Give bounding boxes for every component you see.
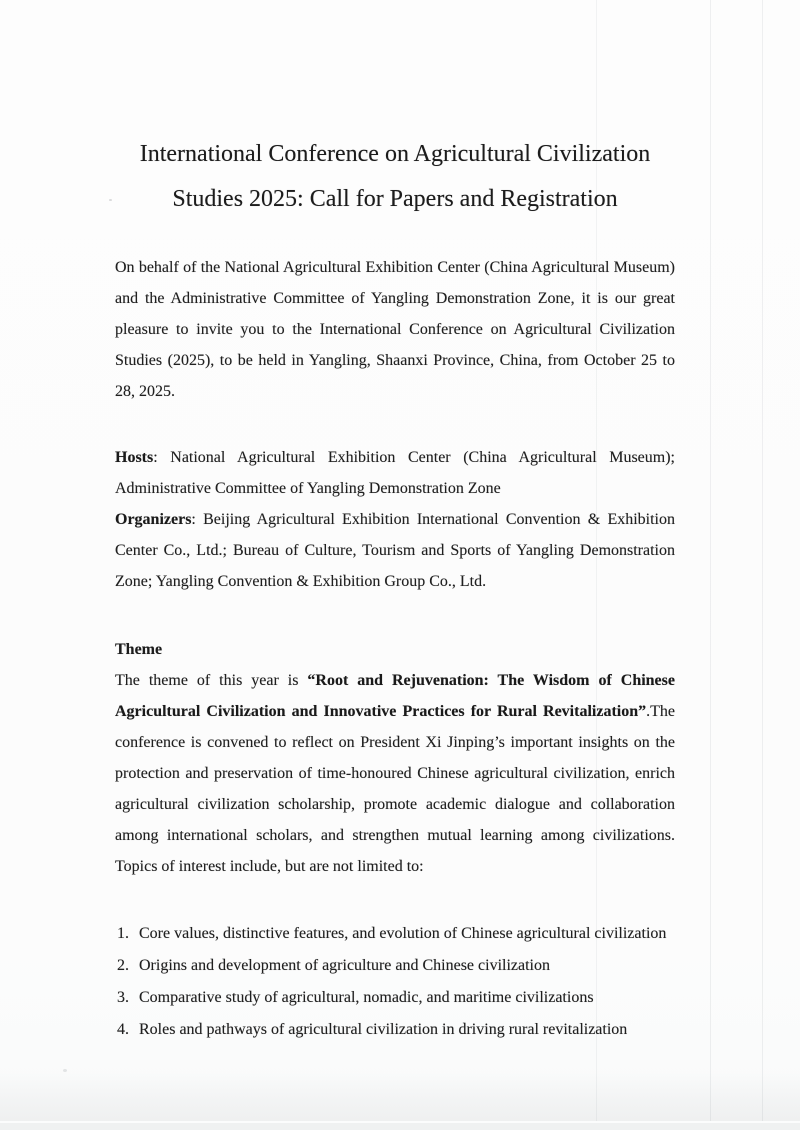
- theme-bold-statement: “Root and Rejuvenation: The Wisdom of Chinese Agricultural Civilization and Innovative Practices for Rural Revitalization”: [115, 672, 675, 720]
- intro-paragraph: On behalf of the National Agricultural Exhibition Center (China Agricultural Museum) and the Administrative Committee of Yangling Demonstration Zone, it is our great pleasure to invite you to the International Conference on Agricultural Civilization Studies (2025), to be held in Yangling, Shaanxi Province, China, from October 25 to 28, 2025.: [115, 259, 675, 400]
- topic-item-4: [115, 1014, 675, 1046]
- organizers-text: : Beijing Agricultural Exhibition International Convention & Exhibition Center Co., Ltd.; Bureau of Culture, Tourism and Sports of Yangling Demonstration Zone; Yangling Convention & Exhibition Group Co., Ltd.: [115, 511, 675, 590]
- title-line-1: International Conference on Agricultural Civilization: [139, 141, 651, 167]
- topic-number: 4.: [117, 1021, 129, 1038]
- theme-paragraph: [115, 665, 675, 882]
- topics-list: [115, 918, 675, 1046]
- topic-number: 2.: [117, 957, 129, 974]
- theme-heading: Theme: [115, 641, 163, 658]
- theme-intro-text: The theme of this year is: [115, 672, 308, 689]
- organizers-paragraph: [115, 504, 675, 597]
- topic-item-1: [115, 918, 675, 950]
- document-content: [115, 0, 675, 1046]
- theme-rest-text: .The conference is convened to reflect on President Xi Jinping’s important insights on the protection and preservation of time-honoured Chinese agricultural civilization, enrich agricultural civilization scholarship, promote academic dialogue and collaboration among international scholars, and strengthen mutual learning among civilizations. Topics of interest include, but are not limited to:: [115, 703, 675, 875]
- topic-text: Core values, distinctive features, and evolution of Chinese agricultural civilization: [139, 925, 667, 942]
- topic-number: 1.: [117, 925, 129, 942]
- scan-bottom-edge: [0, 1121, 800, 1130]
- scan-speck: [63, 1069, 67, 1072]
- hosts-label: Hosts: [115, 449, 154, 466]
- topic-text: Comparative study of agricultural, nomadic, and maritime civilizations: [139, 989, 594, 1006]
- topic-text: Roles and pathways of agricultural civilization in driving rural revitalization: [139, 1021, 628, 1038]
- scan-streak: [710, 0, 711, 1130]
- organizers-label: Organizers: [115, 511, 192, 528]
- topic-item-2: [115, 950, 675, 982]
- hosts-paragraph: [115, 442, 675, 504]
- topic-number: 3.: [117, 989, 129, 1006]
- topic-text: Origins and development of agriculture and Chinese civilization: [139, 957, 550, 974]
- title-line-2: Studies 2025: Call for Papers and Registration: [172, 186, 618, 212]
- scan-streak: [762, 0, 763, 1130]
- topic-item-3: [115, 982, 675, 1014]
- document-title: [115, 0, 675, 222]
- hosts-text: : National Agricultural Exhibition Center (China Agricultural Museum); Administrative Committee of Yangling Demonstration Zone: [115, 449, 675, 497]
- scan-speck: [109, 199, 112, 201]
- scan-bottom-shade: [0, 1072, 800, 1121]
